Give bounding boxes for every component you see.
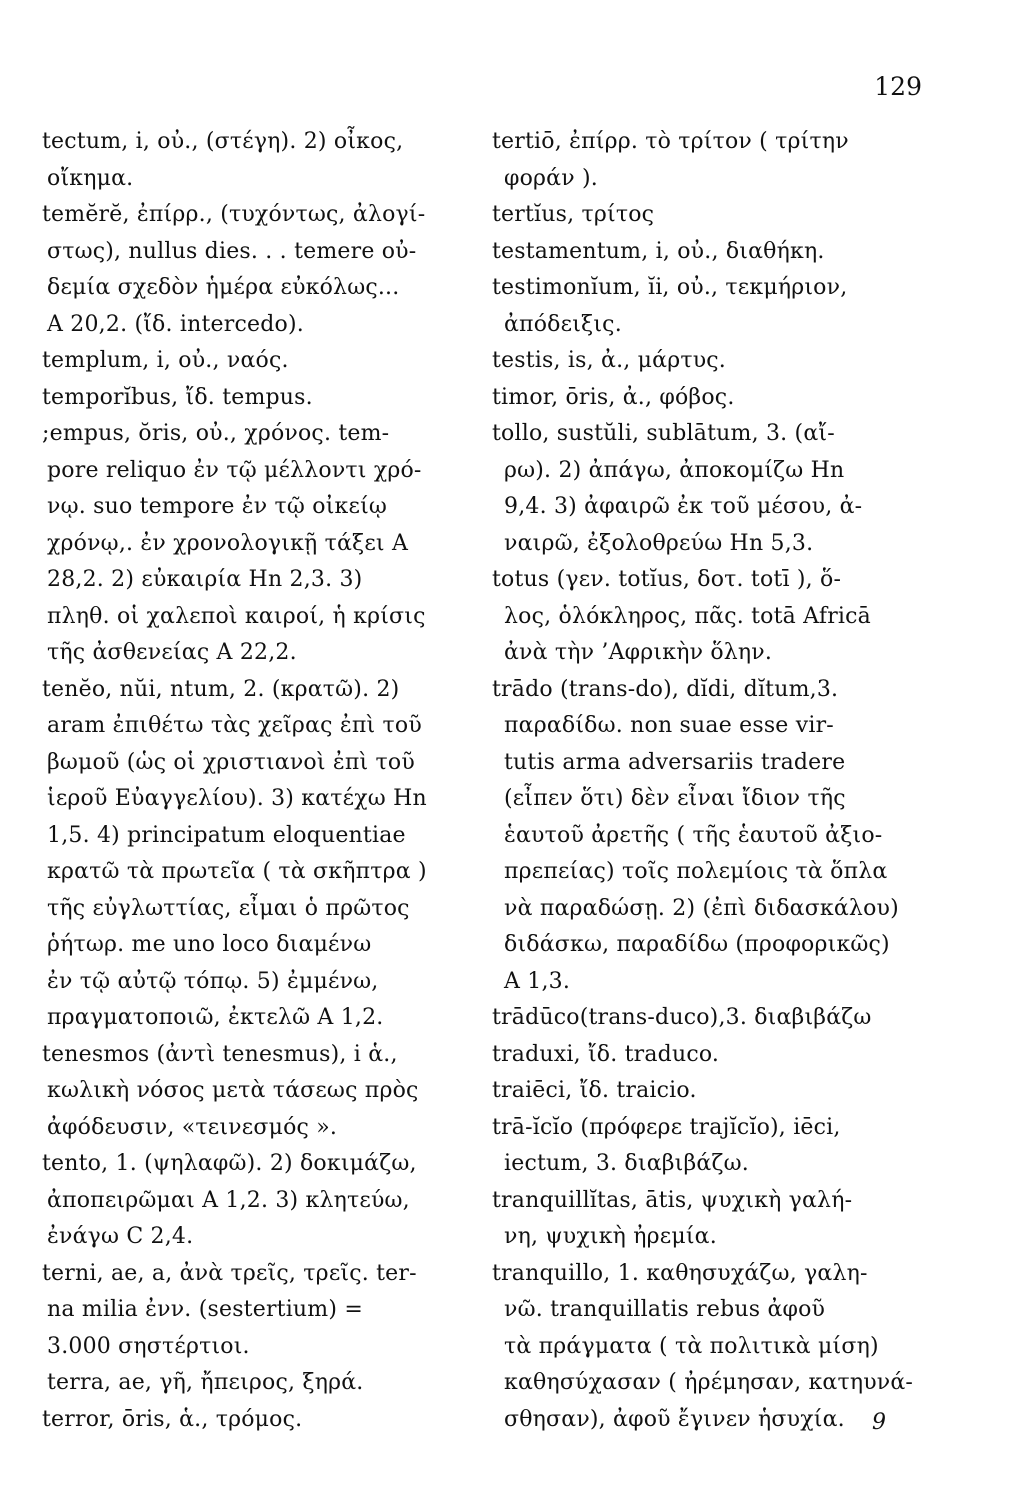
dictionary-line: ἀποπειρῶμαι A 1,2. 3) κλητεύω,	[47, 1187, 410, 1213]
dictionary-line: κωλικὴ νόσος μετὰ τάσεως πρὸς	[47, 1078, 419, 1103]
dictionary-line: ἑαυτοῦ ἀρετῆς ( τῆς ἑαυτοῦ ἀξιο-	[504, 822, 883, 848]
dictionary-line: ἱεροῦ Εὐαγγελίου). 3) κατέχω Hn	[47, 786, 427, 811]
dictionary-line: ῥήτωρ. me uno loco διαμένω	[47, 932, 372, 957]
dictionary-line: φοράν ).	[504, 165, 598, 191]
dictionary-line: tranquillo, 1. καθησυχάζω, γαλη-	[492, 1260, 868, 1286]
dictionary-line: tertĭus, τρίτος	[492, 202, 655, 227]
dictionary-line: ἀφόδευσιν, «τεινεσμός ».	[47, 1114, 338, 1140]
dictionary-line: 9,4. 3) ἀφαιρῶ ἐκ τοῦ μέσου, ἀ-	[504, 494, 863, 519]
dictionary-line: καθησύχασαν ( ἠρέμησαν, κατηυνά-	[504, 1370, 914, 1395]
dictionary-line: timor, ōris, ἀ., φόβος.	[492, 384, 735, 410]
dictionary-line: tenĕo, nŭi, ntum, 2. (κρατῶ). 2)	[42, 676, 400, 702]
dictionary-line: traduxi, ἴδ. traduco.	[492, 1041, 720, 1067]
dictionary-line: tranquillĭtas, ātis, ψυχικὴ γαλή-	[492, 1187, 853, 1213]
dictionary-line: λος, ὁλόκληρος, πᾶς. totā Africā	[504, 603, 871, 629]
dictionary-line: trādūco(trans-duco),3. διαβιβάζω	[492, 1005, 872, 1030]
dictionary-line: totus (γεν. totĭus, δοτ. totī ), ὅ-	[492, 567, 842, 592]
left-column	[42, 124, 460, 1438]
dictionary-line: 3.000 σηστέρτιοι.	[47, 1333, 250, 1359]
dictionary-line: 1,5. 4) principatum eloquentiae	[47, 822, 406, 848]
dictionary-line: A 1,3.	[504, 968, 571, 994]
dictionary-line: ρω). 2) ἀπάγω, ἀποκομίζω Hn	[504, 457, 845, 483]
dictionary-line: τὰ πράγματα ( τὰ πολιτικὰ μίση)	[504, 1333, 879, 1359]
dictionary-line: νῳ. suo tempore ἐν τῷ οἰκείῳ	[47, 494, 388, 519]
dictionary-line: δεμία σχεδὸν ἡμέρα εὐκόλως...	[47, 275, 400, 300]
dictionary-line: temĕrĕ, ἐπίρρ., (τυχόντως, ἀλογί-	[42, 202, 426, 227]
dictionary-line: βωμοῦ (ὡς οἱ χριστιανοὶ ἐπὶ τοῦ	[47, 749, 415, 775]
dictionary-line: aram ἐπιθέτω τὰς χεῖρας ἐπὶ τοῦ	[47, 713, 422, 738]
dictionary-line: ;empus, ŏris, οὐ., χρόνος. tem-	[42, 421, 390, 446]
dictionary-line: na milia ἐνν. (sestertium) =	[47, 1297, 363, 1322]
dictionary-line: πληθ. οἱ χαλεποὶ καιροί, ἡ κρίσις	[47, 603, 426, 629]
dictionary-line: trādo (trans-do), dĭdi, dĭtum,3.	[492, 676, 839, 702]
dictionary-line: testimonĭum, ĭi, οὐ., τεκμήριον,	[492, 275, 848, 300]
dictionary-line: testis, is, ἀ., μάρτυς.	[492, 348, 726, 373]
dictionary-line: στως), nullus dies. . . temere οὐ-	[47, 238, 417, 264]
dictionary-line: templum, i, οὐ., ναός.	[42, 348, 289, 373]
dictionary-line: tento, 1. (ψηλαφῶ). 2) δοκιμάζω,	[42, 1151, 417, 1176]
signature-mark: 9	[872, 1410, 886, 1435]
dictionary-line: (εἶπεν ὅτι) δὲν εἶναι ἴδιον τῆς	[504, 786, 846, 811]
dictionary-line: A 20,2. (ἴδ. intercedo).	[47, 311, 304, 337]
dictionary-line: terra, ae, γῆ, ἤπειρος, ξηρά.	[47, 1370, 364, 1395]
page-number: 129	[874, 72, 922, 101]
dictionary-line: ναιρῶ, ἐξολοθρεύω Hn 5,3.	[504, 530, 814, 556]
dictionary-line: iectum, 3. διαβιβάζω.	[504, 1151, 749, 1176]
dictionary-line: παραδίδω. non suae esse vir-	[504, 713, 834, 738]
dictionary-line: διδάσκω, παραδίδω (προφορικῶς)	[504, 932, 890, 957]
dictionary-line: terni, ae, a, ἀνὰ τρεῖς, τρεῖς. ter-	[42, 1260, 417, 1286]
dictionary-line: 28,2. 2) εὐκαιρία Hn 2,3. 3)	[47, 567, 363, 592]
dictionary-line: τῆς ἀσθενείας A 22,2.	[47, 640, 297, 665]
dictionary-line: ἀνὰ τὴν ’Αφρικὴν ὅλην.	[504, 640, 773, 665]
dictionary-line: πραγματοποιῶ, ἐκτελῶ A 1,2.	[47, 1005, 384, 1030]
dictionary-line: trā-ĭcĭo (πρόφερε trajĭcĭo), iēci,	[492, 1114, 841, 1140]
dictionary-line: σθησαν), ἀφοῦ ἔγινεν ἡσυχία.	[504, 1406, 845, 1432]
dictionary-line: testamentum, i, οὐ., διαθήκη.	[492, 238, 825, 264]
dictionary-line: νη, ψυχικὴ ἠρεμία.	[504, 1224, 717, 1249]
dictionary-line: ἀπόδειξις.	[504, 311, 622, 337]
dictionary-line: tenesmos (ἀντὶ tenesmus), i ἁ.,	[42, 1041, 398, 1067]
dictionary-line: tectum, i, οὐ., (στέγη). 2) οἶκος,	[42, 129, 404, 154]
dictionary-line: tollo, sustŭli, sublātum, 3. (αἴ-	[492, 421, 835, 446]
dictionary-line: ἐν τῷ αὐτῷ τόπῳ. 5) ἐμμένω,	[47, 968, 379, 994]
dictionary-line: pore reliquo ἐν τῷ μέλλοντι χρό-	[47, 457, 422, 483]
dictionary-line: ἐνάγω C 2,4.	[47, 1224, 194, 1249]
dictionary-line: νὰ παραδώσῃ. 2) (ἐπὶ διδασκάλου)	[504, 895, 899, 921]
dictionary-line: κρατῶ τὰ πρωτεῖα ( τὰ σκῆπτρα )	[47, 859, 427, 884]
dictionary-line: temporĭbus, ἴδ. tempus.	[42, 384, 313, 410]
dictionary-line: tutis arma adversariis tradere	[504, 749, 846, 775]
dictionary-line: νῶ. tranquillatis rebus ἀφοῦ	[504, 1297, 826, 1322]
dictionary-line: οἴκημα.	[47, 165, 134, 191]
dictionary-line: πρεπείας) τοῖς πολεμίοις τὰ ὅπλα	[504, 859, 888, 884]
dictionary-line: terror, ōris, ἁ., τρόμος.	[42, 1406, 303, 1432]
right-column	[492, 124, 924, 1438]
dictionary-line: tertiō, ἐπίρρ. τὸ τρίτον ( τρίτην	[492, 129, 849, 154]
dictionary-line: τῆς εὐγλωττίας, εἶμαι ὁ πρῶτος	[47, 895, 410, 921]
dictionary-line: χρόνῳ,. ἐν χρονολογικῇ τάξει A	[47, 530, 409, 556]
dictionary-line: traiēci, ἴδ. traicio.	[492, 1078, 697, 1103]
